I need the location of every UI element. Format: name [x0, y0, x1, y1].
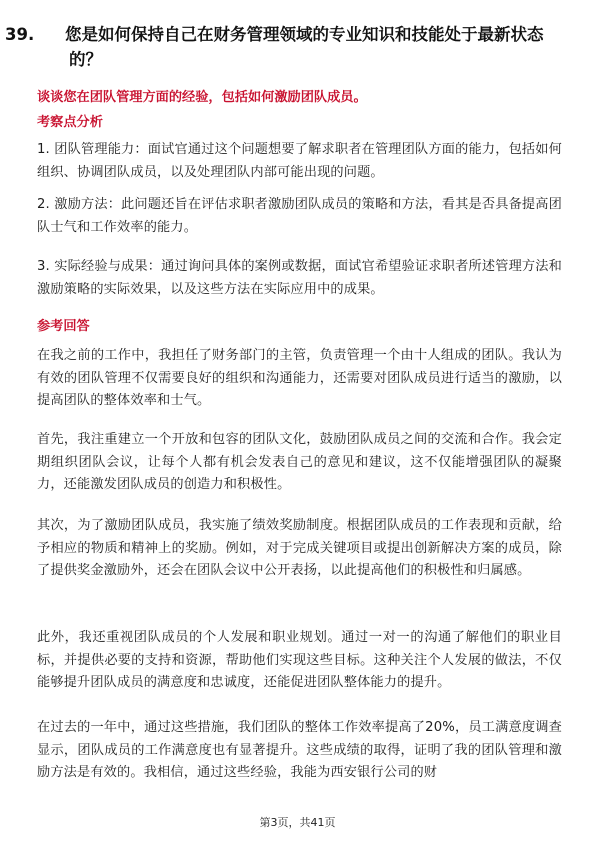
sub-question: 谈谈您在团队管理方面的经验，包括如何激励团队成员。	[37, 90, 367, 105]
answer-paragraph: 在过去的一年中，通过这些措施，我们团队的整体工作效率提高了20%，员工满意度调查显示，团队成员的工作满意度也有显著提升。这些成绩的取得，证明了我的团队管理和激励方法是有效的。我相信，通过这些经验，我能为西安银行公司的财	[37, 720, 562, 780]
answer-paragraph: 此外，我还重视团队成员的个人发展和职业规划。通过一对一的沟通了解他们的职业目标，并提供必要的支持和资源，帮助他们实现这些目标。这种关注个人发展的做法，不仅能够提升团队成员的满意度和忠诚度，还能促进团队整体能力的提升。	[37, 630, 562, 690]
answer-paragraph: 在我之前的工作中，我担任了财务部门的主管，负责管理一个由十人组成的团队。我认为有效的团队管理不仅需要良好的组织和沟通能力，还需要对团队成员进行适当的激励，以提高团队的整体效率和士气。	[37, 348, 562, 408]
answer-heading: 参考回答	[37, 319, 90, 334]
analysis-item: 2. 激励方法：此问题还旨在评估求职者激励团队成员的策略和方法，看其是否具备提高团队士气和工作效率的能力。	[37, 197, 562, 235]
answer-paragraph: 其次，为了激励团队成员，我实施了绩效奖励制度。根据团队成员的工作表现和贡献，给予相应的物质和精神上的奖励。例如，对于完成关键项目或提出创新解决方案的成员，除了提供奖金激励外，还会在团队会议中公开表扬，以此提高他们的积极性和归属感。	[37, 518, 562, 578]
analysis-heading: 考察点分析	[37, 115, 103, 130]
question-text: 您是如何保持自己在财务管理领域的专业知识和技能处于最新状态的？	[65, 25, 544, 69]
analysis-item: 3. 实际经验与成果：通过询问具体的案例或数据，面试官希望验证求职者所述管理方法和激励策略的实际效果，以及这些方法在实际应用中的成果。	[37, 259, 562, 297]
analysis-item: 1. 团队管理能力：面试官通过这个问题想要了解求职者在管理团队方面的能力，包括如何组织、协调团队成员，以及处理团队内部可能出现的问题。	[37, 142, 562, 180]
page-number: 第3页，共41页	[259, 816, 336, 829]
question-number: 39.	[5, 25, 35, 44]
question-title	[5, 22, 567, 72]
answer-paragraph: 首先，我注重建立一个开放和包容的团队文化，鼓励团队成员之间的交流和合作。我会定期组织团队会议，让每个人都有机会发表自己的意见和建议，这不仅能增强团队的凝聚力，还能激发团队成员的创造力和积极性。	[37, 432, 562, 492]
page-footer	[0, 816, 595, 830]
